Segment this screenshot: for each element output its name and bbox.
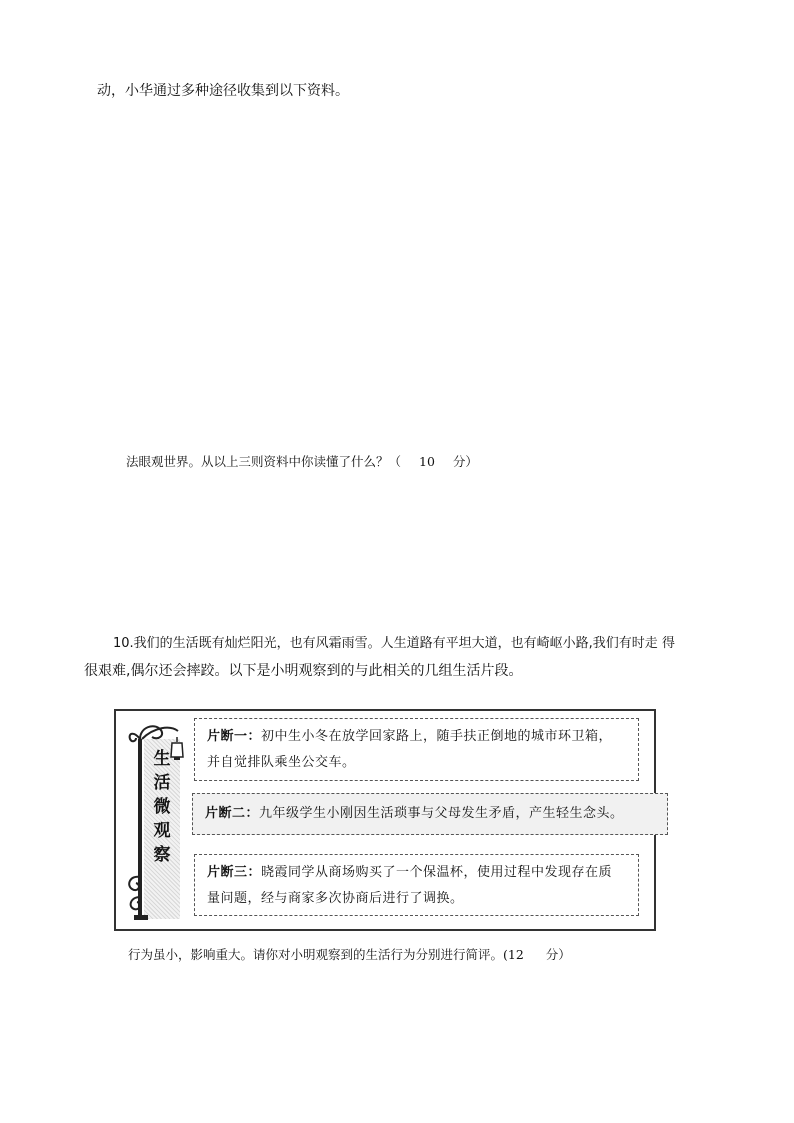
fragment-3-line-1: 晓霞同学从商场购买了一个保温杯，使用过程中发现存在质 [261,865,613,880]
fragment-1-label: 片断一： [207,729,262,744]
panel-vertical-title [146,747,178,867]
question-9-text: 法眼观世界。从以上三则资料中你读懂了什么？（ [126,454,402,469]
intro-text: 动，小华通过多种途径收集到以下资料。 [97,83,349,99]
fragment-3-label: 片断三： [207,865,262,880]
base-ornament-icon [124,867,164,921]
fragment-2-line-1: 九年级学生小刚因生活琐事与父母发生矛盾，产生轻生念头。 [259,806,624,821]
question-10-line-2: 很艰难,偶尔还会摔跤。以下是小明观察到的与此相关的几组生活片段。 [84,663,523,679]
title-char: 察 [153,845,171,865]
life-observation-panel [114,709,656,931]
fragment-2 [192,793,668,835]
panel-banner [124,717,182,921]
title-char: 微 [153,797,171,817]
question-9-prompt [126,452,478,470]
fragment-1 [194,718,639,781]
question-10-prompt [128,945,571,963]
fragment-1-line-1: 初中生小冬在放学回家路上，随手扶正倒地的城市环卫箱， [261,729,613,744]
question-9-score: 10 [419,454,435,469]
title-char: 活 [153,773,171,793]
fragment-3 [194,854,639,916]
title-char: 生 [153,749,171,769]
question-10-unit: 分） [545,947,571,962]
title-char: 观 [153,821,171,841]
question-10-score: 12 [507,947,524,962]
fragment-2-label: 片断二： [205,806,260,821]
fragment-1-line-2: 并自觉排队乘坐公交车。 [207,755,356,770]
fragment-3-line-2: 量问题，经与商家多次协商后进行了调换。 [207,891,464,906]
question-9-unit: 分） [452,454,478,469]
question-10-text: 行为虽小，影响重大。请你对小明观察到的生活行为分别进行简评。( [128,947,508,962]
question-10-line-1: 10.我们的生活既有灿烂阳光，也有风霜雨雪。人生道路有平坦大道，也有崎岖小路,我们有时走 得 [113,636,675,651]
